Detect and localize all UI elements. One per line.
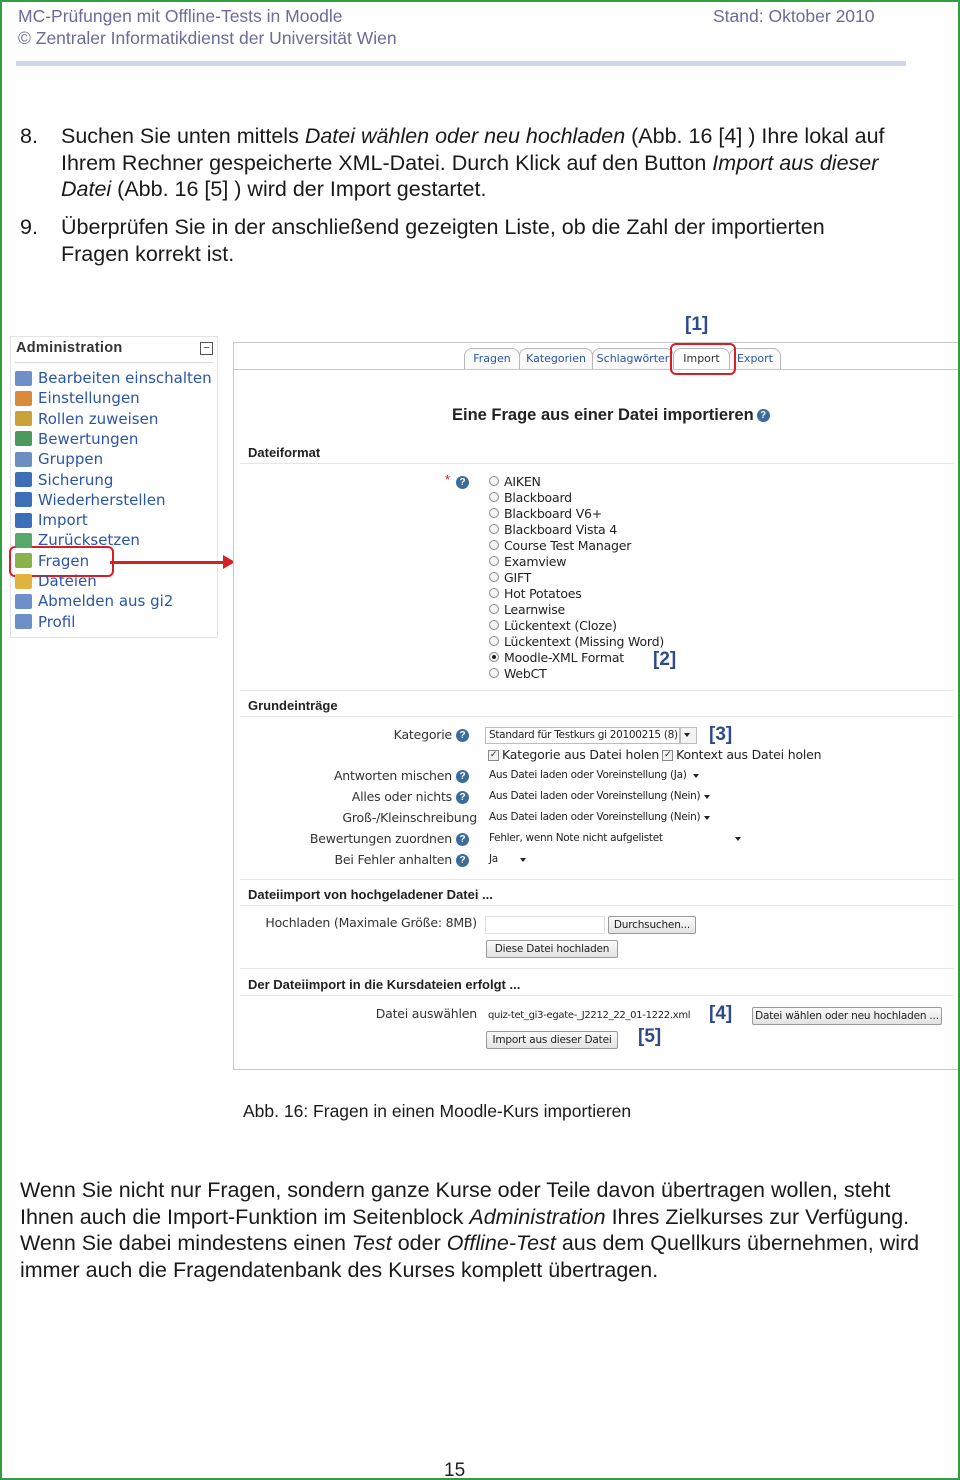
- format-option[interactable]: [489, 665, 547, 681]
- datei-auswaehlen-label: Datei auswählen: [375, 1006, 477, 1021]
- paragraph-emphasis: Offline-Test: [446, 1231, 556, 1255]
- edit-icon: [15, 371, 32, 386]
- format-option[interactable]: [489, 633, 664, 649]
- settings-icon: [15, 391, 32, 406]
- paragraph-text: aus dem Quellkurs übernehmen, wird immer auch die Fragendatenbank des Kurses komplett übertragen.: [20, 1231, 920, 1282]
- format-option-label: Lückentext (Cloze): [504, 617, 617, 633]
- admin-item-label: Profil: [38, 612, 76, 631]
- gross-klein-label: Groß-/Kleinschreibung: [342, 810, 477, 825]
- bewertungen-zuordnen-select[interactable]: Fehler, wenn Note nicht aufgelistet: [489, 832, 663, 844]
- import-screenshot-panel: [233, 342, 960, 1070]
- profile-icon: [15, 614, 32, 629]
- admin-item-grades[interactable]: [15, 429, 138, 449]
- choose-file-button[interactable]: Datei wählen oder neu hochladen ...: [752, 1007, 942, 1025]
- help-icon[interactable]: ?: [456, 476, 469, 489]
- admin-item-profile[interactable]: [15, 612, 75, 632]
- admin-separator: [15, 362, 213, 363]
- paragraph-emphasis: Test: [351, 1231, 392, 1255]
- required-marker: *: [445, 472, 451, 487]
- format-option[interactable]: [489, 617, 617, 633]
- gross-klein-select[interactable]: Aus Datei laden oder Voreinstellung (Nein): [489, 811, 701, 823]
- browse-button[interactable]: Durchsuchen...: [608, 916, 696, 934]
- help-icon[interactable]: ?: [456, 854, 469, 867]
- chevron-down-icon: [735, 837, 741, 841]
- kategorie-label: Kategorie: [393, 727, 452, 742]
- admin-item-label: Bearbeiten einschalten: [38, 369, 212, 387]
- format-option[interactable]: [489, 649, 624, 665]
- antworten-mischen-label: Antworten mischen: [333, 768, 452, 783]
- radio-button[interactable]: [489, 604, 499, 614]
- radio-button[interactable]: [489, 668, 499, 678]
- format-option-label: Learnwise: [504, 601, 566, 617]
- format-option-label: Blackboard: [504, 489, 572, 505]
- ref-2: [2]: [653, 649, 677, 670]
- radio-button[interactable]: [489, 540, 499, 550]
- groups-icon: [15, 452, 32, 467]
- format-option[interactable]: [489, 585, 582, 601]
- checkbox-label: Kategorie aus Datei holen: [502, 747, 660, 762]
- section-divider: [240, 879, 954, 880]
- admin-item-restore[interactable]: [15, 490, 165, 510]
- admin-item-label: Bewertungen: [38, 429, 139, 448]
- checkbox-label: Kontext aus Datei holen: [676, 747, 822, 762]
- tab-import[interactable]: Import: [673, 348, 730, 369]
- admin-item-label: Import: [38, 511, 88, 530]
- format-option[interactable]: [489, 553, 566, 569]
- header-date: Stand: Oktober 2010: [713, 6, 875, 26]
- format-option-label: Hot Potatoes: [504, 585, 582, 601]
- admin-item-backup[interactable]: [15, 470, 113, 490]
- format-option-label: Lückentext (Missing Word): [504, 633, 665, 649]
- section-dateiformat: Dateiformat: [248, 445, 321, 460]
- tab-schlagwoerter[interactable]: Schlagwörter: [592, 348, 674, 369]
- admin-item-unenrol[interactable]: [15, 591, 173, 611]
- chevron-down-icon: [520, 858, 526, 862]
- admin-item-label: Fragen: [38, 551, 90, 570]
- admin-item-settings[interactable]: [15, 388, 140, 408]
- section-divider: [240, 690, 954, 691]
- import-file-button[interactable]: Import aus dieser Datei: [486, 1031, 618, 1049]
- step-text-part: (Abb. 16 [4] ) Ihre lokal auf Ihrem Rechner gespeicherte XML-Datei. Durch Klick auf den Button: [61, 124, 885, 175]
- antworten-mischen-select[interactable]: Aus Datei laden oder Voreinstellung (Ja): [489, 769, 687, 781]
- format-option[interactable]: [489, 537, 631, 553]
- selected-file-input[interactable]: quiz-tet_gi3-egate-_J2212_22_01-1222.xml: [488, 1010, 691, 1021]
- admin-item-questions[interactable]: [15, 551, 89, 571]
- collapse-icon[interactable]: −: [200, 342, 213, 355]
- paragraph-text: Ihres Zielkurses zur Verfügung. Wenn Sie dabei mindestens einen: [20, 1204, 910, 1255]
- step-text-part: (Abb. 16 [5] ) wird der Import gestartet.: [111, 177, 487, 201]
- paragraph-text: Wenn Sie nicht nur Fragen, sondern ganze Kurse oder Teile davon übertragen wollen, steht Ihnen auch die Import-Funktion im Seitenblock: [20, 1178, 891, 1229]
- kontext-aus-datei-checkbox[interactable]: ✓: [663, 750, 672, 760]
- format-option[interactable]: [489, 521, 617, 537]
- body-paragraph: [20, 1177, 920, 1283]
- format-option-label: AIKEN: [504, 473, 541, 489]
- kategorie-select[interactable]: Standard für Testkurs gi 20100215 (8): [485, 727, 680, 744]
- radio-button[interactable]: [489, 620, 499, 630]
- help-icon[interactable]: ?: [456, 791, 469, 804]
- page-number: 15: [444, 1460, 466, 1480]
- restore-icon: [15, 492, 32, 507]
- radio-button[interactable]: [489, 492, 499, 502]
- step-text-part: Suchen Sie unten mittels: [61, 124, 305, 148]
- radio-button[interactable]: [489, 508, 499, 518]
- radio-button[interactable]: [489, 556, 499, 566]
- format-option-label: Course Test Manager: [504, 537, 632, 553]
- bei-fehler-anhalten-label: Bei Fehler anhalten: [334, 852, 452, 867]
- radio-button[interactable]: [489, 652, 499, 662]
- help-icon[interactable]: ?: [456, 833, 469, 846]
- admin-item-reset[interactable]: [15, 530, 140, 550]
- section-course-files: Der Dateiimport in die Kursdateien erfolgt ...: [248, 977, 521, 992]
- step-text-emphasis: Import aus dieser Datei: [61, 150, 879, 201]
- admin-item-import[interactable]: [15, 510, 88, 530]
- upload-label: Hochladen (Maximale Größe: 8MB): [265, 915, 477, 930]
- header-title: MC-Prüfungen mit Offline-Tests in Moodle: [18, 6, 343, 26]
- radio-button[interactable]: [489, 476, 499, 486]
- alles-oder-nichts-select[interactable]: Aus Datei laden oder Voreinstellung (Nein): [489, 790, 701, 802]
- alles-oder-nichts-label: Alles oder nichts: [351, 789, 452, 804]
- radio-button[interactable]: [489, 572, 499, 582]
- admin-item-label: Sicherung: [38, 470, 114, 489]
- format-option-label: GIFT: [504, 569, 532, 585]
- step-text: Überprüfen Sie in der anschließend gezeigten Liste, ob die Zahl der importierten Fragen korrekt ist.: [61, 215, 825, 266]
- step-number: 8.: [20, 124, 38, 148]
- ref-1: [1]: [685, 314, 709, 335]
- form-title-text: Eine Frage aus einer Datei importieren: [452, 406, 754, 424]
- format-option[interactable]: [489, 569, 531, 585]
- upload-file-button[interactable]: Diese Datei hochladen: [486, 940, 618, 958]
- roles-icon: [15, 411, 32, 426]
- paragraph-text: oder: [391, 1231, 447, 1255]
- admin-item-label: Dateien: [38, 572, 97, 590]
- tab-kategorien[interactable]: Kategorien: [519, 348, 593, 369]
- admin-item-label: Zurücksetzen: [38, 531, 140, 550]
- step-text: [61, 123, 891, 203]
- radio-button[interactable]: [489, 524, 499, 534]
- step-8: [20, 123, 900, 203]
- chevron-down-icon: [684, 733, 690, 737]
- tab-export[interactable]: Export: [729, 348, 781, 369]
- header-rule: [16, 61, 906, 66]
- help-icon[interactable]: ?: [456, 770, 469, 783]
- section-upload: Dateiimport von hochgeladener Datei ...: [248, 887, 493, 902]
- reset-icon: [15, 533, 32, 548]
- kategorie-checkboxes: [488, 747, 821, 762]
- admin-item-roles[interactable]: [15, 409, 158, 429]
- ref-4: [4]: [709, 1003, 733, 1024]
- unenrol-icon: [15, 594, 32, 609]
- step-text-emphasis: Datei wählen oder neu hochladen: [304, 124, 626, 148]
- section-divider: [240, 968, 954, 969]
- admin-item-groups[interactable]: [15, 449, 103, 469]
- format-option[interactable]: [489, 489, 572, 505]
- paragraph-emphasis: Administration: [469, 1204, 606, 1229]
- format-option-label: WebCT: [504, 665, 547, 681]
- tab-baseline: [234, 369, 958, 370]
- format-option-label: Examview: [504, 553, 567, 569]
- admin-item-label: Einstellungen: [38, 389, 140, 408]
- section-divider: [240, 463, 954, 464]
- upload-file-input[interactable]: [485, 916, 605, 934]
- format-option[interactable]: [489, 505, 602, 521]
- admin-item-label: Gruppen: [38, 450, 104, 469]
- radio-button[interactable]: [489, 588, 499, 598]
- figure-caption: Abb. 16: Fragen in einen Moodle-Kurs importieren: [243, 1101, 632, 1121]
- step-number: 9.: [20, 215, 38, 239]
- section-divider: [240, 716, 954, 717]
- admin-item-label: Rollen zuweisen: [38, 409, 159, 428]
- questions-icon: [15, 553, 32, 568]
- ref-3: [3]: [709, 724, 733, 745]
- step-9: [20, 214, 900, 268]
- help-icon[interactable]: ?: [757, 409, 770, 422]
- format-option[interactable]: [489, 473, 541, 489]
- files-icon: [15, 574, 32, 589]
- backup-icon: [15, 472, 32, 487]
- admin-item-files[interactable]: [15, 571, 97, 591]
- format-option-label: Blackboard V6+: [504, 505, 603, 521]
- chevron-down-icon: [704, 816, 710, 820]
- section-divider: [240, 905, 954, 906]
- admin-item-edit[interactable]: [15, 368, 212, 388]
- grades-icon: [15, 431, 32, 446]
- radio-button[interactable]: [489, 636, 499, 646]
- admin-item-label: Abmelden aus gi2: [38, 592, 174, 611]
- admin-item-label: Wiederherstellen: [38, 490, 166, 509]
- bewertungen-zuordnen-label: Bewertungen zuordnen: [309, 831, 452, 846]
- header-subtitle: © Zentraler Informatikdienst der Universität Wien: [18, 28, 397, 48]
- format-option-label: Blackboard Vista 4: [504, 521, 618, 537]
- help-icon[interactable]: ?: [456, 729, 469, 742]
- form-title: [452, 406, 770, 425]
- bei-fehler-anhalten-select[interactable]: Ja: [489, 853, 498, 865]
- format-option-label: Moodle-XML Format: [504, 649, 625, 665]
- section-grundeintraege: Grundeinträge: [248, 698, 338, 713]
- ref-5: [5]: [638, 1026, 662, 1047]
- format-option[interactable]: [489, 601, 565, 617]
- chevron-down-icon: [693, 774, 699, 778]
- tab-fragen[interactable]: Fragen: [464, 348, 520, 369]
- section-divider: [240, 995, 954, 996]
- admin-block-title: Administration: [16, 340, 123, 356]
- import-tab-highlight: [670, 343, 736, 375]
- chevron-down-icon: [704, 795, 710, 799]
- pointer-arrow: [110, 561, 226, 564]
- kategorie-aus-datei-checkbox[interactable]: ✓: [489, 750, 498, 760]
- import-icon: [15, 513, 32, 528]
